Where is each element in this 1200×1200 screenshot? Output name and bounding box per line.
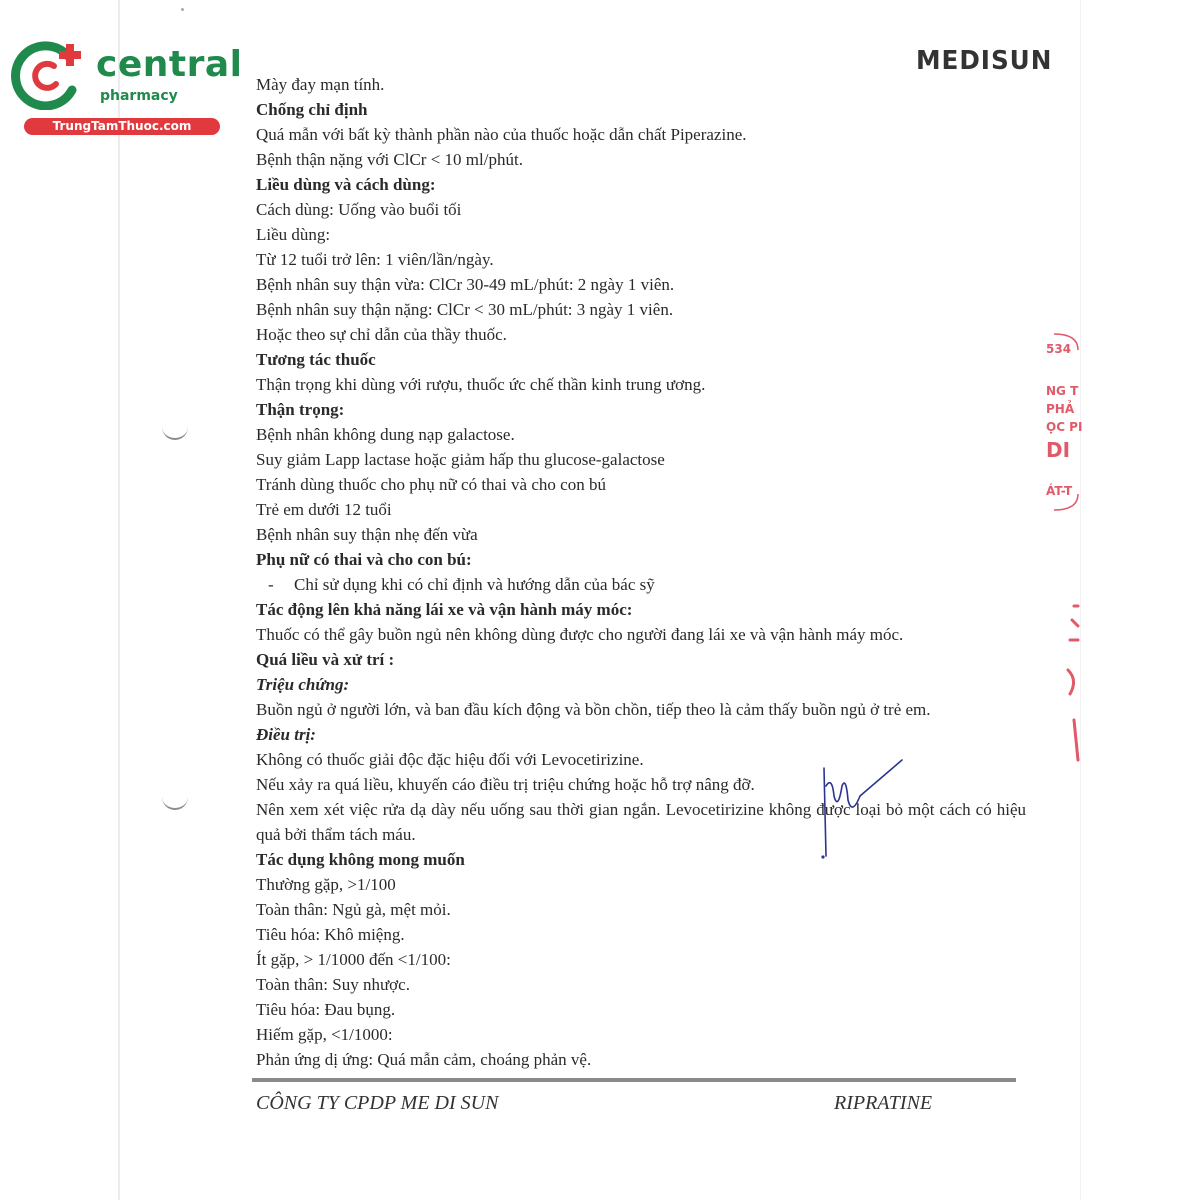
text-line: Bệnh nhân suy thận nhẹ đến vừa bbox=[256, 525, 478, 544]
stamp-partial-icon bbox=[1048, 600, 1084, 770]
section-heading-contraindications: Chống chỉ định bbox=[256, 100, 368, 119]
text-line: Buồn ngủ ở người lớn, và ban đầu kích động và bồn chồn, tiếp theo là cảm thấy buồn ngủ ở trẻ em. bbox=[256, 700, 931, 719]
text-line: Thận trọng khi dùng với rượu, thuốc ức chế thần kinh trung ương. bbox=[256, 375, 706, 394]
text-line: Tiêu hóa: Đau bụng. bbox=[256, 1000, 396, 1019]
footer-rule bbox=[252, 1078, 1016, 1082]
text-line: Cách dùng: Uống vào buổi tối bbox=[256, 200, 462, 219]
punch-hole bbox=[162, 794, 188, 810]
stamp-fragment: ÁT-T bbox=[1046, 484, 1073, 498]
text-line: Hoặc theo sự chỉ dẫn của thầy thuốc. bbox=[256, 325, 507, 344]
text-line: Trẻ em dưới 12 tuổi bbox=[256, 500, 392, 519]
text-line: Bệnh nhân suy thận nặng: ClCr < 30 mL/phút: 3 ngày 1 viên. bbox=[256, 300, 674, 319]
text-line: Suy giảm Lapp lactase hoặc giảm hấp thu glucose-galactose bbox=[256, 450, 665, 469]
text-line: Không có thuốc giải độc đặc hiệu đối với Levocetirizine. bbox=[256, 750, 644, 769]
text-line: Tránh dùng thuốc cho phụ nữ có thai và cho con bú bbox=[256, 475, 606, 494]
footer-product: RIPRATINE bbox=[834, 1092, 933, 1114]
bullet-item bbox=[256, 572, 1026, 597]
text-line: Mày đay mạn tính. bbox=[256, 75, 385, 94]
text-line: Bệnh nhân không dung nạp galactose. bbox=[256, 425, 515, 444]
text-line: Bệnh thận nặng với ClCr < 10 ml/phút. bbox=[256, 150, 523, 169]
section-heading-dosage: Liều dùng và cách dùng: bbox=[256, 175, 436, 194]
section-heading-side-effects: Tác dụng không mong muốn bbox=[256, 850, 465, 869]
central-pharmacy-logo bbox=[10, 38, 243, 138]
text-line: Tiêu hóa: Khô miệng. bbox=[256, 925, 405, 944]
scan-speck bbox=[181, 8, 184, 11]
section-heading-driving: Tác động lên khả năng lái xe và vận hành máy móc: bbox=[256, 600, 633, 619]
section-heading-overdose: Quá liều và xử trí : bbox=[256, 650, 395, 669]
subheading-symptoms: Triệu chứng: bbox=[256, 675, 350, 694]
text-line: Toàn thân: Suy nhược. bbox=[256, 975, 410, 994]
stamp-fragment: PHẢ bbox=[1046, 402, 1075, 416]
text-line: Ít gặp, > 1/1000 đến <1/100: bbox=[256, 950, 451, 969]
page-left-edge bbox=[118, 0, 120, 1200]
bullet-dash: - bbox=[268, 575, 274, 594]
section-heading-pregnancy: Phụ nữ có thai và cho con bú: bbox=[256, 550, 472, 569]
stamp-fragment: ỌC PI bbox=[1046, 420, 1083, 434]
logo-subtitle: pharmacy bbox=[100, 88, 178, 104]
punch-hole bbox=[162, 424, 188, 440]
stamp-fragment: DI bbox=[1046, 438, 1071, 462]
stamp-fragment: NG T bbox=[1046, 384, 1079, 398]
stamp-border-icon bbox=[1044, 330, 1083, 530]
text-line: Bệnh nhân suy thận vừa: ClCr 30-49 mL/phút: 2 ngày 1 viên. bbox=[256, 275, 675, 294]
bullet-text: Chỉ sử dụng khi có chỉ định và hướng dẫn của bác sỹ bbox=[294, 575, 655, 594]
subheading-treatment: Điều trị: bbox=[256, 725, 316, 744]
text-line: Hiếm gặp, <1/1000: bbox=[256, 1025, 393, 1044]
text-paragraph: Nên xem xét việc rửa dạ dày nếu uống sau thời gian ngắn. Levocetirizine không được loại bỏ một cách có hiệu quả bởi thẩm tách máu. bbox=[256, 800, 1026, 844]
text-line: Nếu xảy ra quá liều, khuyến cáo điều trị triệu chứng hoặc hỗ trợ nâng đỡ. bbox=[256, 775, 755, 794]
footer-company: CÔNG TY CPDP ME DI SUN bbox=[256, 1092, 499, 1114]
handwritten-signature bbox=[812, 756, 912, 866]
brand-medisun: MEDISUN bbox=[916, 46, 1053, 76]
text-line: Thường gặp, >1/100 bbox=[256, 875, 396, 894]
pharmacy-cross-icon bbox=[10, 38, 92, 110]
text-line: Toàn thân: Ngủ gà, mệt mỏi. bbox=[256, 900, 451, 919]
stamp-fragment: 534 bbox=[1046, 342, 1072, 356]
text-line: Liều dùng: bbox=[256, 225, 331, 244]
text-line: Từ 12 tuổi trở lên: 1 viên/lần/ngày. bbox=[256, 250, 494, 269]
text-line: Quá mẫn với bất kỳ thành phần nào của thuốc hoặc dẫn chất Piperazine. bbox=[256, 125, 747, 144]
logo-url-badge: TrungTamThuoc.com bbox=[24, 118, 220, 135]
document-body bbox=[256, 72, 1026, 1072]
logo-name: central bbox=[96, 44, 243, 85]
text-line: Thuốc có thể gây buồn ngủ nên không dùng được cho người đang lái xe và vận hành máy móc. bbox=[256, 625, 904, 644]
page-right-margin bbox=[1080, 0, 1200, 1200]
text-line: Phản ứng dị ứng: Quá mẫn cảm, choáng phản vệ. bbox=[256, 1050, 592, 1069]
section-heading-precautions: Thận trọng: bbox=[256, 400, 345, 419]
section-heading-interactions: Tương tác thuốc bbox=[256, 350, 376, 369]
